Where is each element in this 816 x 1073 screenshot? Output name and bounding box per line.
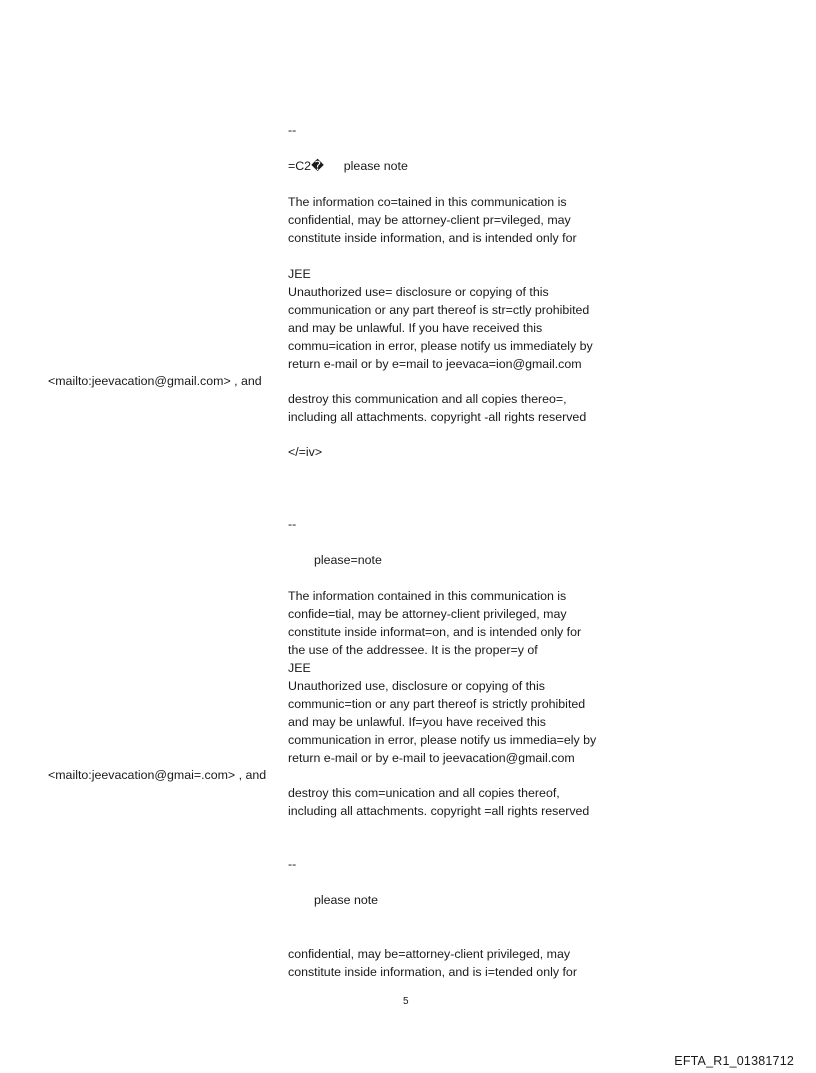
body-line: JEE (288, 267, 311, 281)
body-line: communication in error, please notify us immedia=ely by (288, 733, 597, 747)
encoding-artifact: =C2� (288, 159, 324, 173)
body-line: return e-mail or by e=mail to jeevaca=ion@gmail.com (288, 357, 582, 371)
body-line: The information contained in this communication is (288, 589, 567, 603)
body-line: communication or any part thereof is str=ctly prohibited (288, 303, 590, 317)
document-id: EFTA_R1_01381712 (674, 1054, 794, 1068)
body-line: confidential, may be attorney-client pr=vileged, may (288, 213, 571, 227)
note-label: please=note (314, 553, 382, 567)
note-heading (288, 158, 408, 174)
body-line: constitute inside informat=on, and is intended only for (288, 625, 582, 639)
mailto-link[interactable]: <mailto:jeevacation@gmail.com> , and (48, 374, 262, 388)
body-line: return e-mail or by e-mail to jeevacation@gmail.com (288, 751, 575, 765)
separator: -- (288, 517, 297, 531)
body-line: Unauthorized use, disclosure or copying of this (288, 679, 545, 693)
body-line: the use of the addressee. It is the proper=y of (288, 643, 538, 657)
body-line: destroy this com=unication and all copies thereof, (288, 786, 560, 800)
body-line: communic=tion or any part thereof is strictly prohibited (288, 697, 586, 711)
mailto-link[interactable]: <mailto:jeevacation@gmai=.com> , and (48, 768, 267, 782)
body-line: constitute inside information, and is intended only for (288, 231, 577, 245)
body-line: confide=tial, may be attorney-client privileged, may (288, 607, 567, 621)
body-line: confidential, may be=attorney-client privileged, may (288, 947, 571, 961)
body-line: The information co=tained in this communication is (288, 195, 567, 209)
note-label: please note (343, 159, 408, 173)
body-line: including all attachments. copyright -all rights reserved (288, 410, 587, 424)
separator: -- (288, 857, 297, 871)
body-line: JEE (288, 661, 311, 675)
body-line: and may be unlawful. If you have received this (288, 321, 543, 335)
closing-tag: </=iv> (288, 445, 323, 459)
body-line: constitute inside information, and is i=tended only for (288, 965, 577, 979)
note-label: please note (314, 893, 379, 907)
body-line: Unauthorized use= disclosure or copying of this (288, 285, 549, 299)
body-line: commu=ication in error, please notify us immediately by (288, 339, 593, 353)
page-number: 5 (403, 996, 409, 1007)
body-line: destroy this communication and all copies thereo=, (288, 392, 567, 406)
body-line: including all attachments. copyright =all rights reserved (288, 804, 590, 818)
separator: -- (288, 123, 297, 137)
body-line: and may be unlawful. If=you have received this (288, 715, 546, 729)
